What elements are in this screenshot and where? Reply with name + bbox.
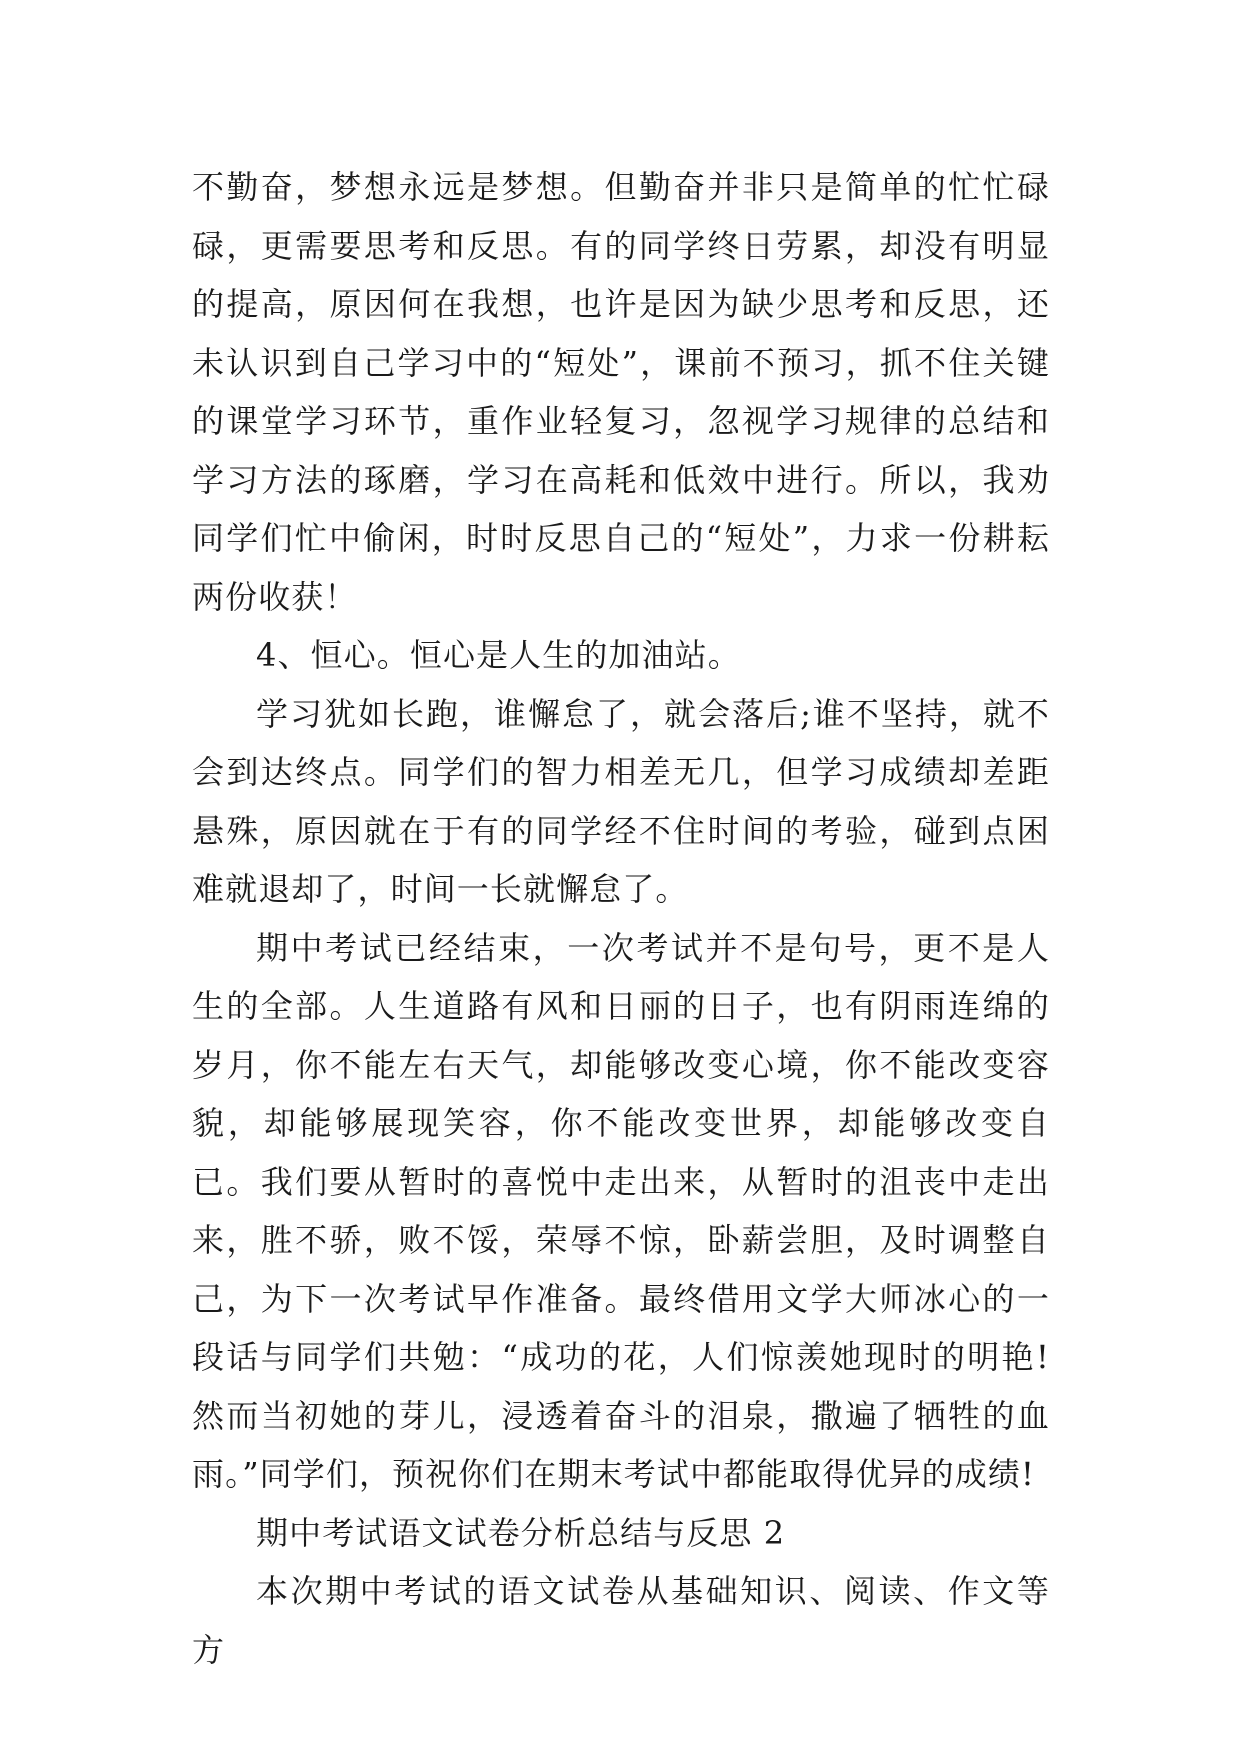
document-body bbox=[192, 158, 1050, 1679]
section-title: 期中考试语文试卷分析总结与反思 2 bbox=[256, 1513, 786, 1552]
paragraph-diligence-continuation: 不勤奋，梦想永远是梦想。但勤奋并非只是简单的忙忙碌碌，更需要思考和反思。有的同学终日劳累，却没有明显的提高，原因何在我想，也许是因为缺少思考和反思，还未认识到自己学习中的“短处”，课前不预习，抓不住关键的课堂学习环节，重作业轻复习，忽视学习规律的总结和学习方法的琢磨，学习在高耗和低效中进行。所以，我劝同学们忙中偷闲，时时反思自己的“短处”，力求一份耕耘两份收获！ bbox=[192, 168, 1050, 616]
paragraph-conclusion: 期中考试已经结束，一次考试并不是句号，更不是人生的全部。人生道路有风和日丽的日子，也有阴雨连绵的岁月，你不能左右天气，却能够改变心境，你不能改变容貌，却能够展现笑容，你不能改变世界，却能够改变自已。我们要从暂时的喜悦中走出来，从暂时的沮丧中走出来，胜不骄，败不馁，荣辱不惊，卧薪尝胆，及时调整自己，为下一次考试早作准备。最终借用文学大师冰心的一段话与同学们共勉：“成功的花，人们惊羡她现时的明艳!然而当初她的芽儿，浸透着奋斗的泪泉，撒遍了牺牲的血雨。”同学们，预祝你们在期末考试中都能取得优异的成绩! bbox=[192, 928, 1050, 1493]
paragraph-section-2-intro: 本次期中考试的语文试卷从基础知识、阅读、作文等方 bbox=[192, 1572, 1050, 1669]
paragraph-perseverance-body: 学习犹如长跑，谁懈怠了，就会落后;谁不坚持，就不会到达终点。同学们的智力相差无几，但学习成绩却差距悬殊，原因就在于有的同学经不住时间的考验，碰到点困难就退却了，时间一长就懈怠了。 bbox=[192, 694, 1050, 908]
paragraph-perseverance-heading: 4、恒心。恒心是人生的加油站。 bbox=[256, 636, 741, 674]
